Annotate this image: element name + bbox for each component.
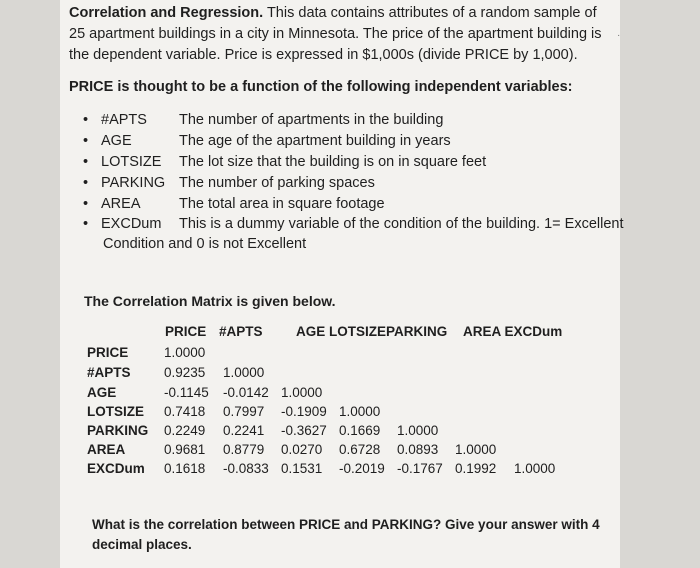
matrix-row-label: LOTSIZE bbox=[87, 404, 144, 419]
matrix-cell: 0.2249 bbox=[164, 423, 206, 438]
matrix-cell: 0.0270 bbox=[281, 442, 323, 457]
matrix-row-label: #APTS bbox=[87, 365, 131, 380]
variable-description: The number of parking spaces bbox=[179, 175, 375, 191]
matrix-cell: -0.1145 bbox=[164, 385, 209, 400]
matrix-cell: 1.0000 bbox=[339, 404, 381, 419]
bullet-icon: • bbox=[83, 196, 89, 212]
variable-name: EXCDum bbox=[101, 216, 162, 232]
matrix-cell: -0.0833 bbox=[223, 461, 269, 476]
bullet-icon: • bbox=[83, 154, 89, 170]
matrix-row-label: AREA bbox=[87, 442, 126, 457]
variables-continuation: Condition and 0 is not Excellent bbox=[103, 236, 307, 252]
matrix-cell: 0.6728 bbox=[339, 442, 381, 457]
variable-description: This is a dummy variable of the condition of the building. 1= Excellent bbox=[179, 216, 624, 232]
matrix-cell: 1.0000 bbox=[397, 423, 439, 438]
margin-dot: · bbox=[617, 30, 621, 41]
matrix-cell: 0.9681 bbox=[164, 442, 206, 457]
matrix-header: #APTS bbox=[219, 324, 263, 339]
matrix-row-label: PARKING bbox=[87, 423, 149, 438]
variable-name: AGE bbox=[101, 133, 132, 149]
matrix-cell: 0.8779 bbox=[223, 442, 265, 457]
matrix-cell: 1.0000 bbox=[514, 461, 556, 476]
variables-heading: PRICE is thought to be a function of the following independent variables: bbox=[69, 79, 573, 95]
matrix-title: The Correlation Matrix is given below. bbox=[84, 293, 336, 309]
matrix-header: AREA EXCDum bbox=[463, 324, 563, 339]
matrix-cell: 0.1531 bbox=[281, 461, 323, 476]
bullet-icon: • bbox=[83, 216, 89, 232]
variable-description: The lot size that the building is on in square feet bbox=[179, 154, 487, 170]
matrix-cell: 0.2241 bbox=[223, 423, 265, 438]
variable-name: LOTSIZE bbox=[101, 154, 162, 170]
matrix-cell: -0.3627 bbox=[281, 423, 327, 438]
matrix-row-label: EXCDum bbox=[87, 461, 145, 476]
matrix-cell: 1.0000 bbox=[281, 385, 323, 400]
intro-text: This data contains attributes of a random sample of 25 apartment buildings in a city in Minnesota. The price of the apartment building is the dependent variable. Price is expressed in $1,000s (divide PRICE by 1,000). bbox=[69, 5, 602, 63]
matrix-cell: 0.1992 bbox=[455, 461, 497, 476]
matrix-cell: 1.0000 bbox=[164, 345, 206, 360]
variable-name: #APTS bbox=[101, 112, 147, 128]
intro-paragraph bbox=[69, 3, 609, 66]
matrix-cell: 1.0000 bbox=[223, 365, 265, 380]
matrix-row-label: AGE bbox=[87, 385, 117, 400]
matrix-cell: -0.1767 bbox=[397, 461, 443, 476]
matrix-cell: 0.0893 bbox=[397, 442, 439, 457]
matrix-cell: -0.2019 bbox=[339, 461, 385, 476]
matrix-cell: 0.7997 bbox=[223, 404, 265, 419]
variable-description: The age of the apartment building in years bbox=[179, 133, 451, 149]
bullet-icon: • bbox=[83, 175, 89, 191]
intro-title: Correlation and Regression. bbox=[69, 5, 264, 21]
matrix-row-label: PRICE bbox=[87, 345, 129, 360]
matrix-cell: 0.9235 bbox=[164, 365, 206, 380]
bullet-icon: • bbox=[83, 112, 89, 128]
matrix-cell: 1.0000 bbox=[455, 442, 497, 457]
matrix-cell: -0.0142 bbox=[223, 385, 269, 400]
matrix-header: AGE LOTSIZEPARKING bbox=[296, 324, 448, 339]
matrix-cell: 0.1669 bbox=[339, 423, 381, 438]
variable-name: PARKING bbox=[101, 175, 166, 191]
matrix-cell: 0.7418 bbox=[164, 404, 206, 419]
question-text: What is the correlation between PRICE and PARKING? Give your answer with 4 decimal places. bbox=[92, 517, 600, 552]
matrix-cell: -0.1909 bbox=[281, 404, 327, 419]
matrix-cell: 0.1618 bbox=[164, 461, 206, 476]
matrix-header: PRICE bbox=[165, 324, 207, 339]
variable-name: AREA bbox=[101, 196, 141, 212]
bullet-icon: • bbox=[83, 133, 89, 149]
variable-description: The total area in square footage bbox=[179, 196, 385, 212]
variable-description: The number of apartments in the building bbox=[179, 112, 444, 128]
